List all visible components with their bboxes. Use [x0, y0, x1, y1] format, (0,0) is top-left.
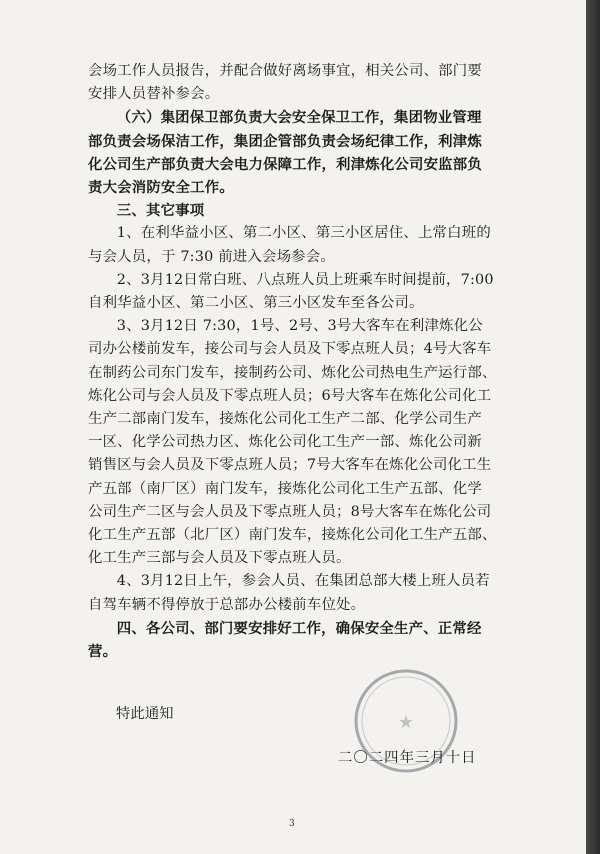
svg-text:★: ★ — [397, 712, 415, 733]
line: 4、3月12日上午，参会人员、在集团总部大楼上班人员若 — [116, 573, 490, 590]
line: 1、在利华益小区、第二小区、第三小区居住、上常白班的 — [116, 225, 491, 242]
document-body — [88, 60, 534, 663]
line: 产五部（南厂区）南门发车，接炼化公司化工生产五部、化学 — [88, 480, 482, 497]
scan-edge — [586, 0, 600, 854]
line: 化公司生产部负责大会电力保障工作，利津炼化公司安监部负 — [88, 155, 482, 173]
closing-text: 特此通知 — [116, 706, 174, 722]
line: 司办公楼前发车，接公司与会人员及下零点班人员；4号大客车 — [88, 341, 492, 358]
line: 自利华益小区、第二小区、第三小区发车至各公司。 — [88, 295, 424, 312]
line: 销售区与会人员及下零点班人员；7号大客车在炼化公司化工生 — [88, 457, 492, 474]
line: 部负责会场保洁工作，集团企管部负责会场纪律工作，利津炼 — [88, 132, 482, 150]
line: 3、3月12日 7:30，1号、2号、3号大客车在利津炼化公 — [116, 318, 483, 335]
line: 自驾车辆不得停放于总部办公楼前车位处。 — [88, 596, 366, 613]
line: 一区、化学公司热力区、炼化公司化工生产一部、炼化公司新 — [88, 434, 482, 451]
line: 公司生产二区与会人员及下零点班人员；8号大客车在炼化公司 — [88, 503, 492, 520]
line: （六）集团保卫部负责大会安全保卫工作，集团物业管理 — [116, 109, 482, 127]
line: 生产二部南门发车，接炼化公司化工生产二部、化学公司生产 — [88, 411, 482, 428]
line: 营。 — [88, 643, 118, 661]
line: 化工生产五部（北厂区）南门发车，接炼化公司化工生产五部、 — [88, 527, 497, 544]
line: 炼化公司与会人员及下零点班人员；6号大客车在炼化公司化工 — [88, 387, 492, 404]
page-number: 3 — [289, 819, 295, 829]
line: 与会人员，于 7:30 前进入会场参会。 — [88, 248, 335, 265]
line: 安排人员替补参会。 — [88, 86, 220, 103]
section-heading: 四、各公司、部门要安排好工作，确保安全生产、正常经 — [116, 619, 482, 637]
section-heading: 三、其它事项 — [116, 202, 205, 220]
line: 2、3月12日常白班、八点班人员上班乘车时间提前，7:00 — [116, 271, 494, 288]
line: 化工生产三部与会人员及下零点班人员。 — [88, 550, 351, 567]
line: 责大会消防安全工作。 — [88, 179, 234, 197]
document-date: 二〇二四年三月十日 — [338, 750, 477, 766]
line: 会场工作人员报告，并配合做好离场事宜，相关公司、部门要 — [88, 63, 482, 79]
line: 在制药公司东门发车，接制药公司、炼化公司热电生产运行部、 — [88, 364, 497, 381]
